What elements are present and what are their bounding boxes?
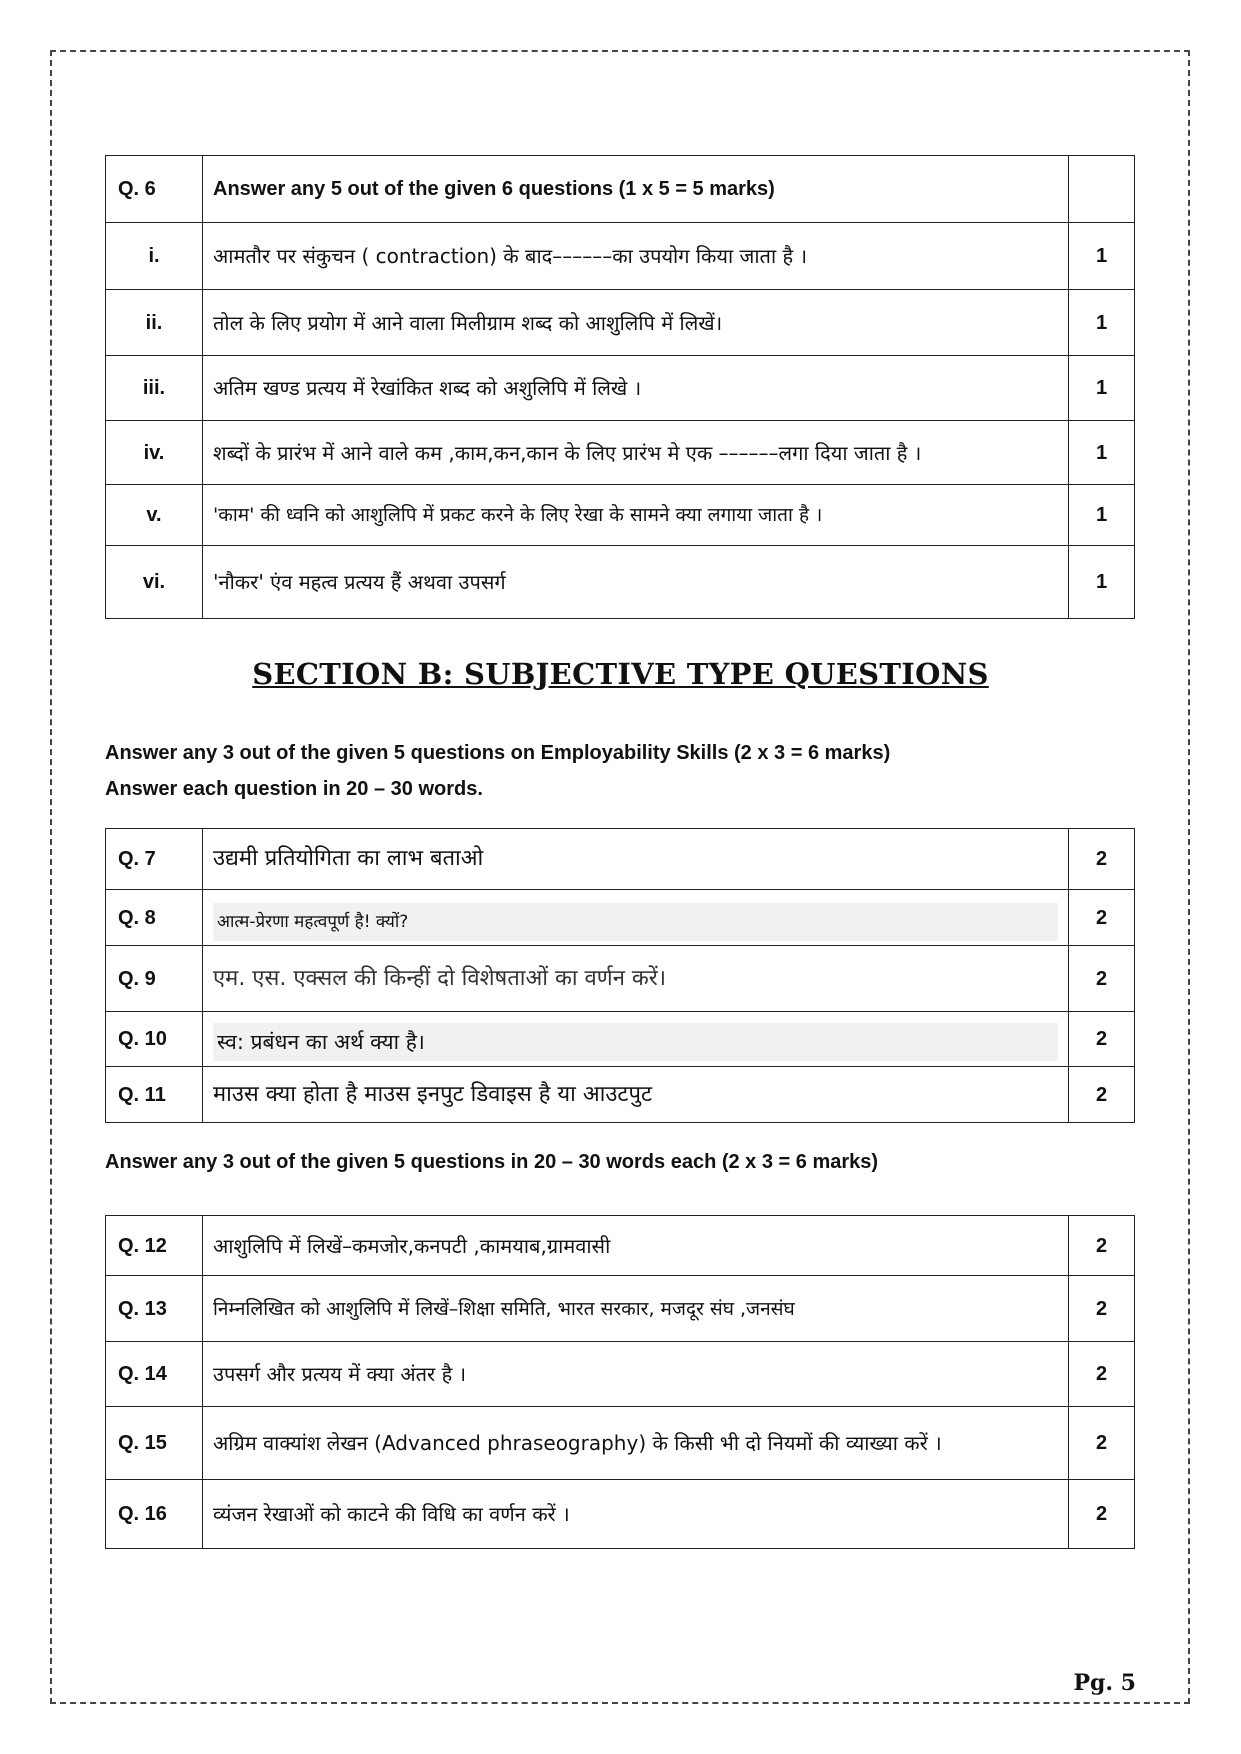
question-text: 'नौकर' एंव महत्व प्रत्यय हैं अथवा उपसर्ग [203, 546, 1069, 619]
q6-header-row [106, 156, 1135, 223]
question-number: Q. 16 [106, 1480, 203, 1549]
instruction-word-limit: Answer each question in 20 – 30 words. [105, 778, 483, 800]
table-row [106, 356, 1135, 421]
question-number: Q. 9 [106, 946, 203, 1012]
question-text: उद्यमी प्रतियोगिता का लाभ बताओ [203, 829, 1069, 890]
question-text: अतिम खण्ड प्रत्यय में रेखांकित शब्द को अशुलिपि में लिखे । [203, 356, 1069, 421]
question-text: तोल के लिए प्रयोग में आने वाला मिलीग्राम शब्द को आशुलिपि में लिखें। [203, 290, 1069, 356]
instruction-subject: Answer any 3 out of the given 5 questions in 20 – 30 words each (2 x 3 = 6 marks) [105, 1151, 879, 1173]
question-number: Q. 12 [106, 1216, 203, 1276]
marks-cell: 2 [1069, 829, 1135, 890]
question-number: Q. 10 [106, 1012, 203, 1067]
marks-cell: 2 [1069, 1012, 1135, 1067]
question-number: vi. [106, 546, 203, 619]
table-row [106, 485, 1135, 546]
question-text: उपसर्ग और प्रत्यय में क्या अंतर है । [203, 1342, 1069, 1407]
marks-cell: 2 [1069, 1216, 1135, 1276]
table-row [106, 946, 1135, 1012]
table-row [106, 1276, 1135, 1342]
marks-cell: 2 [1069, 1067, 1135, 1123]
question-number: Q. 8 [106, 890, 203, 946]
marks-cell: 2 [1069, 890, 1135, 946]
question-number: i. [106, 223, 203, 290]
question-text: व्यंजन रेखाओं को काटने की विधि का वर्णन करें । [203, 1480, 1069, 1549]
question-text: अग्रिम वाक्यांश लेखन (Advanced phraseography) के किसी भी दो नियमों की व्याख्या करें । [203, 1407, 1069, 1480]
question-text: एम. एस. एक्सल की किन्हीं दो विशेषताओं का वर्णन करें। [203, 946, 1069, 1012]
marks-cell: 1 [1069, 223, 1135, 290]
table-row [106, 1407, 1135, 1480]
question-number: Q. 14 [106, 1342, 203, 1407]
question-number: Q. 15 [106, 1407, 203, 1480]
marks-cell: 1 [1069, 421, 1135, 485]
question-text: 'काम' की ध्वनि को आशुलिपि में प्रकट करने के लिए रेखा के सामने क्या लगाया जाता है । [203, 485, 1069, 546]
question-number: Q. 6 [106, 156, 203, 223]
question-instruction: Answer any 5 out of the given 6 questions (1 x 5 = 5 marks) [203, 156, 1069, 223]
question-text: शब्दों के प्रारंभ में आने वाले कम ,काम,कन,कान के लिए प्रारंभ मे एक ––––––लगा दिया जाता है । [203, 421, 1069, 485]
table-row [106, 890, 1135, 946]
question-text: स्व: प्रबंधन का अर्थ क्या है। [213, 1023, 1058, 1061]
marks-cell: 2 [1069, 1276, 1135, 1342]
employability-table [105, 828, 1135, 1123]
table-row [106, 1216, 1135, 1276]
question-number: Q. 13 [106, 1276, 203, 1342]
marks-cell: 1 [1069, 290, 1135, 356]
table-row [106, 546, 1135, 619]
marks-cell: 2 [1069, 1342, 1135, 1407]
subject-table [105, 1215, 1135, 1549]
table-row [106, 1012, 1135, 1067]
instruction-employability: Answer any 3 out of the given 5 questions on Employability Skills (2 x 3 = 6 marks) [105, 742, 891, 764]
table-row [106, 1067, 1135, 1123]
question-number: Q. 11 [106, 1067, 203, 1123]
question-number: ii. [106, 290, 203, 356]
marks-cell: 1 [1069, 356, 1135, 421]
q6-table [105, 155, 1135, 619]
question-number: v. [106, 485, 203, 546]
table-row [106, 290, 1135, 356]
question-text: आत्म-प्रेरणा महत्वपूर्ण है! क्यों? [213, 903, 1058, 941]
question-text: आशुलिपि में लिखें–कमजोर,कनपटी ,कामयाब,ग्रामवासी [203, 1216, 1069, 1276]
marks-cell: 1 [1069, 485, 1135, 546]
section-title: SECTION B: SUBJECTIVE TYPE QUESTIONS [252, 657, 989, 691]
marks-cell: 1 [1069, 546, 1135, 619]
marks-cell: 2 [1069, 946, 1135, 1012]
table-row [106, 1480, 1135, 1549]
marks-cell [1069, 156, 1135, 223]
question-number: iii. [106, 356, 203, 421]
marks-cell: 2 [1069, 1407, 1135, 1480]
question-number: iv. [106, 421, 203, 485]
question-number: Q. 7 [106, 829, 203, 890]
question-text: निम्नलिखित को आशुलिपि में लिखें–शिक्षा समिति, भारत सरकार, मजदूर संघ ,जनसंघ [203, 1276, 1069, 1342]
question-text: आमतौर पर संकुचन ( contraction) के बाद––––––का उपयोग किया जाता है । [203, 223, 1069, 290]
table-row [106, 223, 1135, 290]
table-row [106, 829, 1135, 890]
question-text: माउस क्या होता है माउस इनपुट डिवाइस है या आउटपुट [203, 1067, 1069, 1123]
marks-cell: 2 [1069, 1480, 1135, 1549]
page-number: Pg. 5 [1073, 1670, 1136, 1696]
table-row [106, 421, 1135, 485]
table-row [106, 1342, 1135, 1407]
